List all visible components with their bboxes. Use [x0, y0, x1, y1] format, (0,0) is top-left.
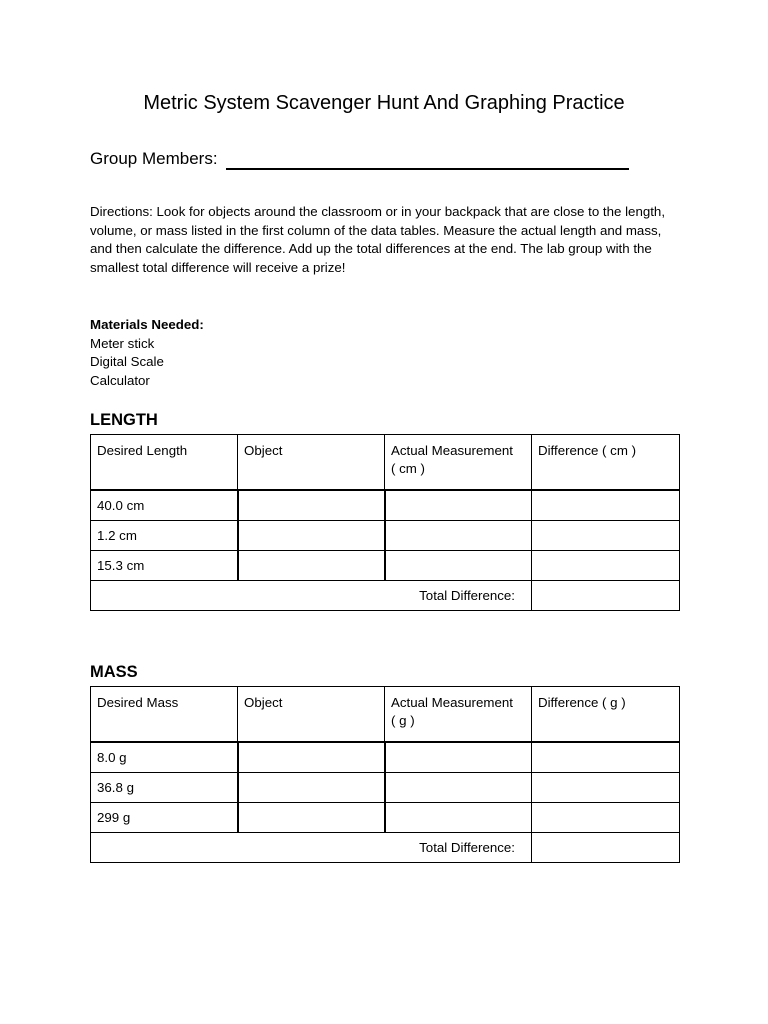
table-row [91, 490, 680, 521]
header-desired-length: Desired Length [91, 435, 238, 491]
page-title: Metric System Scavenger Hunt And Graphing Practice [143, 92, 625, 114]
header-actual-measurement [385, 687, 532, 743]
desired-length-cell: 40.0 cm [91, 490, 238, 521]
difference-cell[interactable] [532, 490, 680, 521]
header-difference: Difference ( cm ) [532, 435, 680, 491]
actual-measurement-cell[interactable] [385, 773, 532, 803]
length-heading: LENGTH [90, 411, 158, 429]
actual-measurement-cell[interactable] [385, 742, 532, 773]
table-row [91, 803, 680, 833]
object-cell[interactable] [238, 551, 385, 581]
actual-measurement-cell[interactable] [385, 490, 532, 521]
header-difference: Difference ( g ) [532, 687, 680, 743]
header-actual-unit: ( cm ) [391, 460, 425, 476]
desired-length-cell: 1.2 cm [91, 521, 238, 551]
desired-mass-cell: 8.0 g [91, 742, 238, 773]
materials-heading: Materials Needed: [90, 317, 204, 332]
materials-item: Calculator [90, 373, 150, 389]
difference-cell[interactable] [532, 521, 680, 551]
table-header-row [91, 435, 680, 491]
total-row [91, 581, 680, 611]
materials-section [90, 316, 204, 391]
group-members-label: Group Members: [90, 149, 218, 168]
object-cell[interactable] [238, 521, 385, 551]
object-cell[interactable] [238, 490, 385, 521]
table-row [91, 773, 680, 803]
table-row [91, 742, 680, 773]
actual-measurement-cell[interactable] [385, 551, 532, 581]
object-cell[interactable] [238, 742, 385, 773]
header-object: Object [238, 435, 385, 491]
length-table [90, 434, 680, 611]
table-header-row [91, 687, 680, 743]
actual-measurement-cell[interactable] [385, 521, 532, 551]
group-members-blank-line[interactable] [226, 168, 629, 170]
desired-mass-cell: 299 g [91, 803, 238, 833]
total-difference-cell[interactable] [532, 581, 680, 611]
total-difference-label: Total Difference: [91, 581, 532, 611]
total-row [91, 833, 680, 863]
header-actual-measurement [385, 435, 532, 491]
header-actual-label: Actual Measurement [391, 443, 513, 458]
materials-item: Digital Scale [90, 354, 164, 370]
difference-cell[interactable] [532, 803, 680, 833]
object-cell[interactable] [238, 773, 385, 803]
desired-mass-cell: 36.8 g [91, 773, 238, 803]
mass-heading: MASS [90, 663, 138, 681]
header-desired-mass: Desired Mass [91, 687, 238, 743]
header-actual-unit: ( g ) [391, 712, 415, 728]
total-difference-label: Total Difference: [91, 833, 532, 863]
difference-cell[interactable] [532, 773, 680, 803]
materials-item: Meter stick [90, 335, 155, 351]
object-cell[interactable] [238, 803, 385, 833]
table-row [91, 551, 680, 581]
table-row [91, 521, 680, 551]
difference-cell[interactable] [532, 551, 680, 581]
header-object: Object [238, 687, 385, 743]
header-actual-label: Actual Measurement [391, 695, 513, 710]
directions-text: Directions: Look for objects around the classroom or in your backpack that are close to the length, volume, or mass listed in the first column of the data tables. Measure the actual length and mass, and then calculate the difference. Add up the total differences at the end. The lab group with the smallest total difference will receive a prize! [90, 204, 666, 276]
total-difference-cell[interactable] [532, 833, 680, 863]
difference-cell[interactable] [532, 742, 680, 773]
mass-table [90, 686, 680, 863]
actual-measurement-cell[interactable] [385, 803, 532, 833]
desired-length-cell: 15.3 cm [91, 551, 238, 581]
